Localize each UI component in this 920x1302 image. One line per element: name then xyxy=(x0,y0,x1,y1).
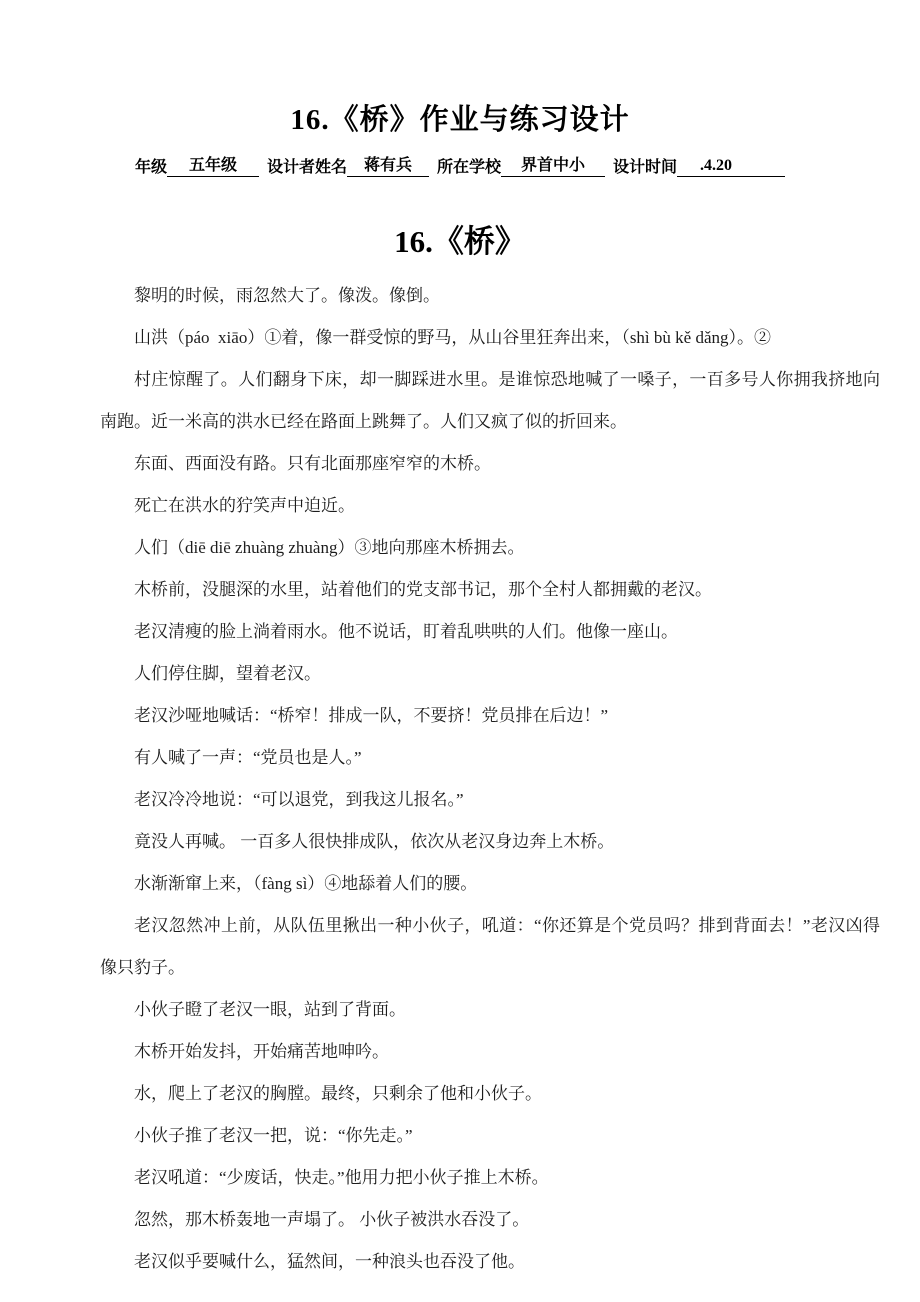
story-paragraph: 竟没人再喊。 一百多人很快排成队，依次从老汉身边奔上木桥。 xyxy=(134,832,615,851)
meta-field-school xyxy=(437,152,605,177)
story-paragraph: 死亡在洪水的狞笑声中迫近。 xyxy=(134,496,355,515)
story-paragraph: 小伙子瞪了老汉一眼，站到了背面。 xyxy=(134,1000,406,1019)
grade-value: 五年级 xyxy=(167,152,259,177)
story-paragraph: 老汉似乎要喊什么，猛然间，一种浪头也吞没了他。 xyxy=(134,1252,525,1271)
story-paragraph: 水渐渐窜上来，（fàng sì）④地舔着人们的腰。 xyxy=(134,874,478,893)
story-paragraph: 老汉沙哑地喊话：“桥窄！排成一队，不要挤！党员排在后边！” xyxy=(134,706,609,725)
meta-field-grade xyxy=(135,152,259,177)
story-paragraph: 黎明的时候，雨忽然大了。像泼。像倒。 xyxy=(134,286,440,305)
story-paragraph: 村庄惊醒了。人们翻身下床，却一脚踩进水里。是谁惊恐地喊了一嗓子，一百多号人你拥我挤地向南跑。近一米高的洪水已经在路面上跳舞了。人们又疯了似的折回来。 xyxy=(100,370,880,431)
story-paragraph: 有人喊了一声：“党员也是人。” xyxy=(134,748,362,767)
designer-value: 蒋有兵 xyxy=(347,152,429,177)
story-paragraph: 老汉吼道：“少废话，快走。”他用力把小伙子推上木桥。 xyxy=(134,1168,549,1187)
date-value: .4.20 xyxy=(677,157,785,177)
story-paragraph: 小伙子推了老汉一把，说：“你先走。” xyxy=(134,1126,413,1145)
story-paragraph: 人们停住脚，望着老汉。 xyxy=(134,664,321,683)
section-title: 16.《桥》 xyxy=(394,224,526,259)
story-paragraph: 山洪（páo xiāo）①着，像一群受惊的野马，从山谷里狂奔出来，（shì bù kě dǎng）。② xyxy=(134,328,771,347)
grade-label: 年级 xyxy=(134,159,167,176)
page-title: 16.《桥》作业与练习设计 xyxy=(290,104,630,136)
story-paragraph: 东面、西面没有路。只有北面那座窄窄的木桥。 xyxy=(134,454,491,473)
story-paragraph: 水，爬上了老汉的胸膛。最终，只剩余了他和小伙子。 xyxy=(134,1084,542,1103)
school-label: 所在学校 xyxy=(437,159,502,176)
meta-line xyxy=(0,152,920,177)
meta-field-date xyxy=(613,154,785,177)
story-paragraph: 木桥开始发抖，开始痛苦地呻吟。 xyxy=(134,1042,389,1061)
story-paragraph: 老汉冷冷地说：“可以退党，到我这儿报名。” xyxy=(134,790,464,809)
story-paragraph: 老汉忽然冲上前，从队伍里揪出一种小伙子，吼道：“你还算是个党员吗？排到背面去！”老汉凶得像只豹子。 xyxy=(100,916,880,977)
story-paragraph: 人们（diē diē zhuàng zhuàng）③地向那座木桥拥去。 xyxy=(134,538,525,557)
story-paragraph: 木桥前，没腿深的水里，站着他们的党支部书记，那个全村人都拥戴的老汉。 xyxy=(134,580,712,599)
story-paragraph: 忽然，那木桥轰地一声塌了。 小伙子被洪水吞没了。 xyxy=(134,1210,530,1229)
story-paragraph: 老汉清瘦的脸上淌着雨水。他不说话，盯着乱哄哄的人们。他像一座山。 xyxy=(134,622,678,641)
meta-field-designer xyxy=(267,152,429,177)
school-value: 界首中小 xyxy=(501,152,605,177)
designer-label: 设计者姓名 xyxy=(266,159,347,176)
date-label: 设计时间 xyxy=(613,159,678,176)
story-text xyxy=(100,275,880,1283)
